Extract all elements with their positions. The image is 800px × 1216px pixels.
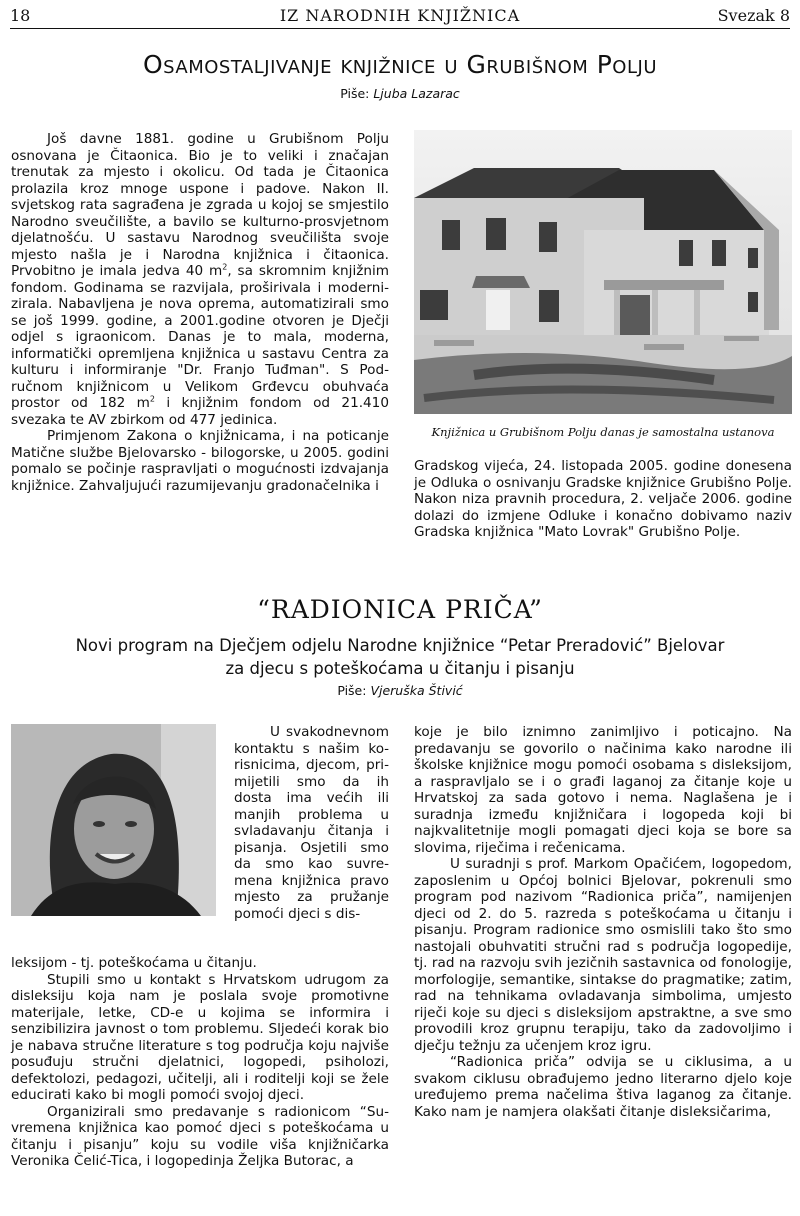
article2-wrap-text [234,724,389,922]
article2-paragraph: U svakodnevnom kontaktu s našim korisnicima, djecom, primijetili smo da ih dosta ima većih ili manjih problema u svladavanju čitanja i pisanja. Osjetili smo da smo kao suvremena knjižnica pravo mjesto za pružanje pomoći djeci s dis- [234,724,389,922]
byline-author: Ljuba Lazarac [373,86,460,101]
library-building-photo [414,130,792,414]
page-number: 18 [10,6,31,25]
article1-left-column [11,131,389,494]
running-header [10,4,790,29]
article1-paragraph: Još davne 1881. godine u Grubišnom Polju osnovana je Čitaonica. Bio je to veliki i značajan trenutak za mjesto i okolicu. Od tada je Čitaonica prolazila kroz mnoge uspone i padove. Nakon II. svjetskog rata sagrađena je zgrada u kojoj se smjestilo Narodno sveučilište, a bavilo se kulturno-prosvjetnom djelatnošću. U sastavu Narodnog sveučilišta svoje mjesto našla je i Narodna knjižnica i čitaonica. Prvobitno je imala jedva 40 $m^2$, sa skromnim knjižnim fondom. Godinama se razvijala, proširivala i modernizirala. Nabavljena je nova oprema, automatizirali smo se još 1999. godine, a 2001.godine otvoren je Dječji odjel s igraonicom. Danas je to mala, moderna, informatički opremljena knjižnica u sastavu Centra za kulturu i informiranje "Dr. Franjo Tuđman". S Područnom knjižnicom u Velikom Grđevcu obuhvaća prostor od 182 $m^2$ i knjižnim fondom od 21.410 svezaka te AV zbirkom od 477 jedinica. [11,131,389,428]
article2-subtitle: Novi program na Dječjem odjelu Narodne knjižnice “Petar Preradović” Bjelovar za djecu s poteškoćama u čitanju i pisanju [75,636,725,678]
article2-paragraph: koje je bilo iznimno zanimljivo i poticajno. Na predavanju se govorilo o načinima kako narodne ili školske knjižnice mogu pomoći osobama s disleksijom, a raspravljalo se i o građi laganoj za čitanje koje u Hrvatskoj za sada gotovo i nema. Naglašena je i suradnja između knjižničara i logopeda koji bi najkvalitetnije mogli pomagati djeci koja se bore sa slovima, riječima i rečenicama. [414,724,792,856]
byline-author: Vjeruška Štivić [370,683,463,698]
author-portrait-photo [11,724,216,916]
article2-byline [0,683,800,698]
article1-paragraph: Gradskog vijeća, 24. listopada 2005. godine donesena je Odluka o osnivanju Gradske knjižnice Grubišno Polje. Nakon niza pravnih procedura, 2. veljače 2006. godine dolazi do izmjene Odluke i konačno dobivamo naziv Gradska knjižnica "Mato Lovrak" Grubišno Polje. [414,458,792,540]
photo-caption: Knjižnica u Grubišnom Polju danas je samostalna ustanova [431,425,775,439]
byline-prefix: Piše: [340,86,370,101]
article2-paragraph: U suradnji s prof. Markom Opačićem, logopedom, zaposlenim u Općoj bolnici Bjelovar, pokrenuli smo program pod nazivom “Radionica priča”, namijenjen djeci od 2. do 5. razreda s poteškoćama u čitanju i pisanju. Program radionice smo osmislili tako što smo nastojali obuhvatiti stručni rad s područja logopedije, tj. rad na razvoju svih jezičnih sastavnica od fonologije, morfologije, semantike, sintakse do pragmatike; zatim, rad na tehnikama ovladavanja simbolima, umjesto riječi koje su djeci s disleksijom apstraktne, a sve smo provodili kroz grupnu terapiju, tako da zadovoljimo i dječju težnju za učenjem kroz igru. [414,856,792,1054]
article2-right-column [414,724,792,1120]
article2-left-column [11,955,389,1170]
article2-paragraph: Organizirali smo predavanje s radionicom “Suvremena knjižnica kao pomoć djeci s poteškoćama u čitanju i pisanju” koju su vodile viša knjižničarka Veronika Čelić-Tica, i logopedinja Željka Butorac, a [11,1103,389,1169]
article1-title: Osamostaljivanje knjižnice u Grubišnom Polju [142,50,657,79]
publication-title: IZ NARODNIH KNJIŽNICA [279,6,521,25]
issue-label: Svezak 8 [717,6,790,25]
article2-paragraph: leksijom - tj. poteškoćama u čitanju. [11,955,257,971]
article2-paragraph: “Radionica priča” odvija se u ciklusima, a u svakom ciklusu obrađujemo jedno literarno djelo koje uređujemo prema načelima štiva laganog za čitanje. Kako nam je namjera olakšati čitanje disleksičarima, [414,1054,792,1120]
article1-right-column [414,458,792,541]
article2-title: “RADIONICA PRIČA” [257,595,543,624]
byline-prefix: Piše: [337,683,367,698]
article1-byline [0,86,800,101]
article1-paragraph: Primjenom Zakona o knjižnicama, i na poticanje Matične službe Bjelovarsko - bilogorske, u 2005. godini pomalo se počinje raspravljati o mogućnosti izdvajanja knjižnice. Zahvaljujući razumijevanju gradonačelnika i [11,428,389,494]
article2-paragraph: Stupili smo u kontakt s Hrvatskom udrugom za disleksiju koja nam je poslala svoje promotivne materijale, letke, CD-e u kojima se informira i senzibilizira javnost o tom problemu. Sljedeći korak bio je nabava stručne literature s tog područja koju najviše posuđuju stručni djelatnici, logopedi, psiholozi, defektolozi, pedagozi, učitelji, ali i roditelji koji se žele educirati kako bi mogli pomoći svojoj djeci. [11,971,389,1103]
